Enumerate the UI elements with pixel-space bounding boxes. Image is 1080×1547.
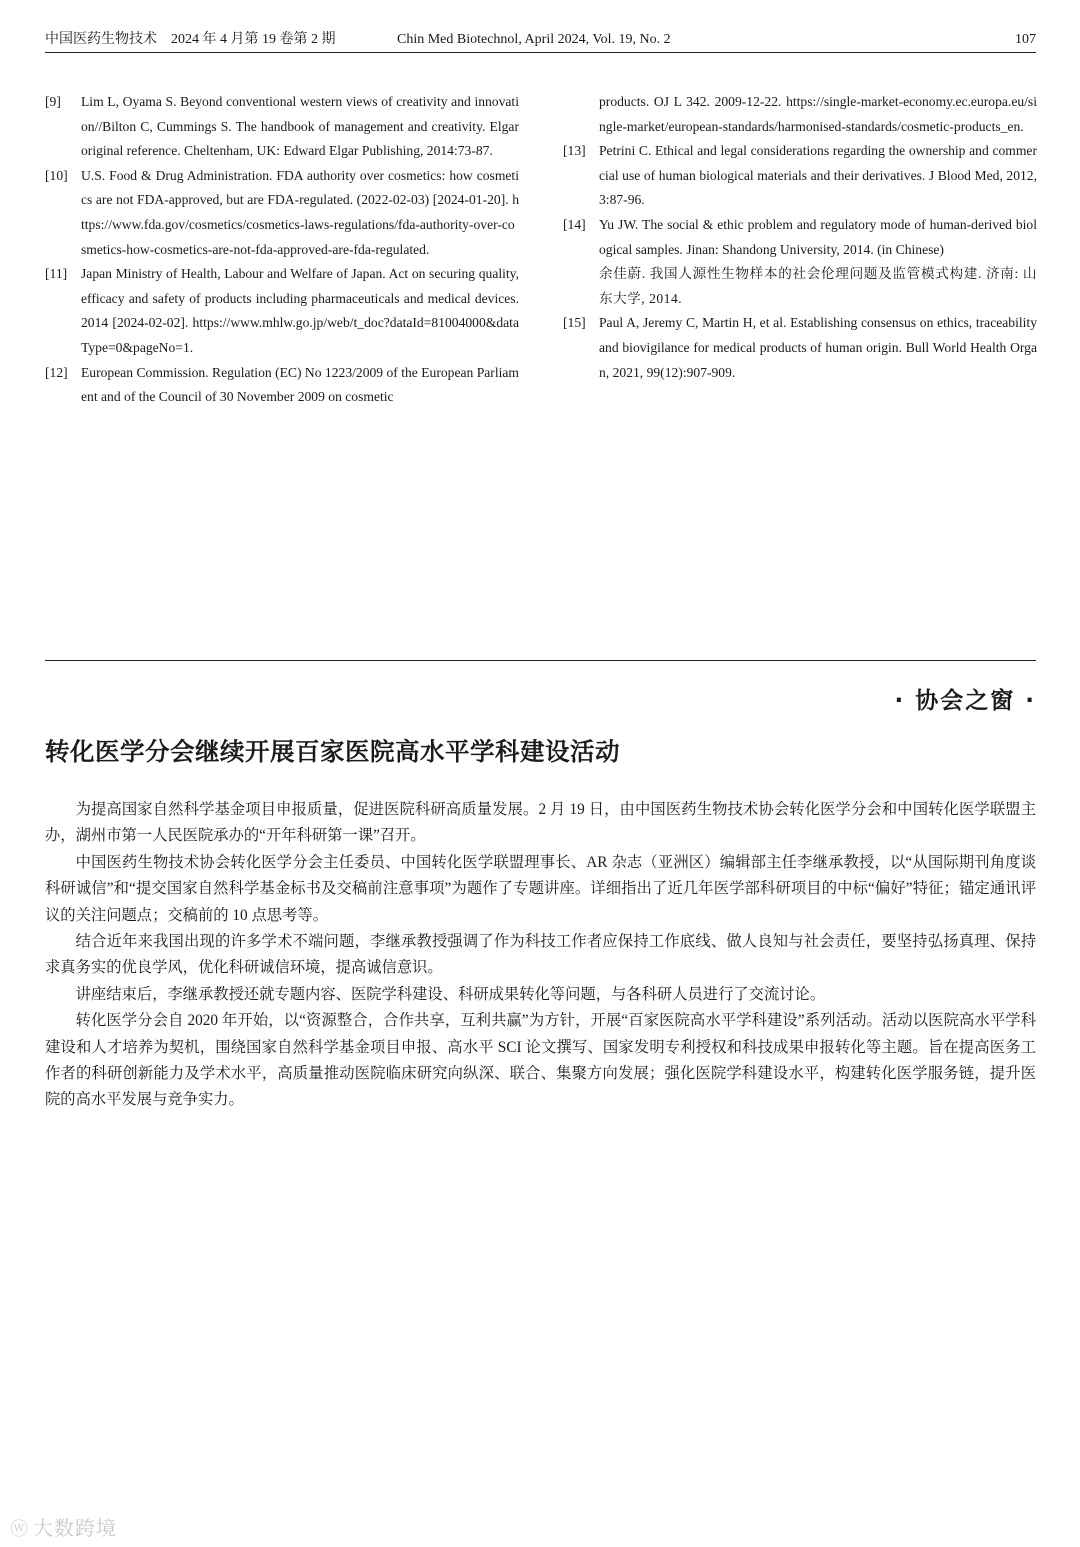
article-title: 转化医学分会继续开展百家医院高水平学科建设活动 — [45, 737, 620, 766]
reference-text: Yu JW. The social & ethic problem and regulatory mode of human-derived biological samples. Jinan: Shandong University, 2014. (in Chinese) — [599, 216, 1037, 257]
article-paragraph: 转化医学分会自 2020 年开始，以“资源整合，合作共享，互利共赢”为方针，开展“百家医院高水平学科建设”系列活动。活动以医院高水平学科建设和人才培养为契机，围绕国家自然科学基金项目申报、高水平 SCI 论文撰写、国家发明专利授权和科技成果申报转化等主题。旨在提高医务工作者的科研创新能力及学术水平，高质量推动医院临床研究向纵深、联合、集聚方向发展；强化医院学科建设水平，构建转化医学服务链，提升医院的高水平发展与竞争实力。 — [45, 1012, 1036, 1109]
article-paragraph: 结合近年来我国出现的许多学术不端问题，李继承教授强调了作为科技工作者应保持工作底线、做人良知与社会责任，要坚持弘扬真理、保持求真务实的优良学风，优化科研诚信环境，提高诚信意识。 — [45, 933, 1036, 977]
column-label: · 协会之窗 · — [894, 688, 1036, 714]
reference-item — [45, 262, 519, 360]
reference-text: products. OJ L 342. 2009-12-22. https://single-market-economy.ec.europa.eu/single-market/european-standards/harmonised-standards/cosmetic-products_en. — [599, 94, 1037, 134]
reference-text-cn: 余佳蔚. 我国人源性生物样本的社会伦理问题及监管模式构建. 济南: 山东大学, 2014. — [599, 266, 1037, 306]
reference-number: [9] — [45, 94, 61, 109]
reference-item — [45, 164, 519, 262]
references-right-column — [563, 90, 1037, 385]
reference-number: [14] — [563, 216, 586, 232]
article-paragraph: 为提高国家自然科学基金项目申报质量，促进医院科研高质量发展。2 月 19 日，由中国医药生物技术协会转化医学分会和中国转化医学联盟主办，湖州市第一人民医院承办的“开年科研第一课”召开。 — [45, 801, 1036, 845]
reference-number: [11] — [45, 266, 68, 282]
article-paragraph: 中国医药生物技术协会转化医学分会主任委员、中国转化医学联盟理事长、AR 杂志（亚洲区）编辑部主任李继承教授，以“从国际期刊角度谈科研诚信”和“提交国家自然科学基金标书及交稿前注意事项”为题作了专题讲座。详细指出了近几年医学部科研项目的中标“偏好”特征；锚定通讯评议的关注问题点；交稿前的 10 点思考等。 — [45, 853, 1036, 924]
weibo-icon: ⓦ — [10, 1519, 29, 1540]
reference-text: Japan Ministry of Health, Labour and Welfare of Japan. Act on securing quality, efficacy and safety of products including pharmaceuticals and medical devices. 2014 [2024-02-02]. https://www.mhlw.go.jp/web/t_doc?dataId=81004000&dataType=0&pageNo=1. — [81, 266, 519, 355]
page-number: 107 — [1015, 32, 1036, 47]
reference-item — [563, 213, 1037, 311]
journal-name-en: Chin Med Biotechnol, April 2024, Vol. 19, No. 2 — [397, 32, 671, 47]
watermark — [10, 1512, 117, 1541]
journal-name-cn: 中国医药生物技术 2024 年 4 月第 19 卷第 2 期 — [45, 32, 336, 47]
references-left-column — [45, 90, 519, 410]
reference-text: Paul A, Jeremy C, Martin H, et al. Establishing consensus on ethics, traceability and biovigilance for medical products of human origin. Bull World Health Organ, 2021, 99(12):907-909. — [599, 315, 1037, 380]
reference-number: [12] — [45, 364, 68, 380]
reference-item — [563, 311, 1037, 385]
article-body — [45, 797, 1036, 1114]
reference-text: Petrini C. Ethical and legal considerations regarding the ownership and commercial use of human biological materials and their derivatives. J Blood Med, 2012, 3:87-96. — [599, 143, 1037, 208]
section-divider — [45, 660, 1036, 661]
reference-item — [45, 90, 519, 164]
reference-text: Lim L, Oyama S. Beyond conventional western views of creativity and innovation//Bilton C, Cummings S. The handbook of management and creativity. Elgar original reference. Cheltenham, UK: Edward Elgar Publishing, 2014:73-87. — [81, 94, 519, 159]
reference-number: [13] — [563, 143, 586, 159]
reference-number: [15] — [563, 315, 586, 331]
watermark-text: 大数跨境 — [33, 1516, 117, 1540]
reference-text: European Commission. Regulation (EC) No 1223/2009 of the European Parliament and of the Council of 30 November 2009 on cosmetic — [81, 364, 519, 405]
article-paragraph: 讲座结束后，李继承教授还就专题内容、医院学科建设、科研成果转化等问题，与各科研人员进行了交流讨论。 — [75, 985, 826, 1003]
reference-text: U.S. Food & Drug Administration. FDA authority over cosmetics: how cosmetics are not FDA-approved, but are FDA-regulated. (2022-02-03) [2024-01-20]. https://www.fda.gov/cosmetics/cosmetics-laws-regulations/fda-authority-over-cosmetics-how-cosmetics-are-not-fda-approved-are-fda-regulated. — [81, 167, 519, 257]
reference-item — [45, 361, 519, 410]
reference-item-continued — [563, 90, 1037, 139]
running-header — [45, 30, 1036, 53]
reference-item — [563, 139, 1037, 213]
reference-number: [10] — [45, 167, 68, 183]
